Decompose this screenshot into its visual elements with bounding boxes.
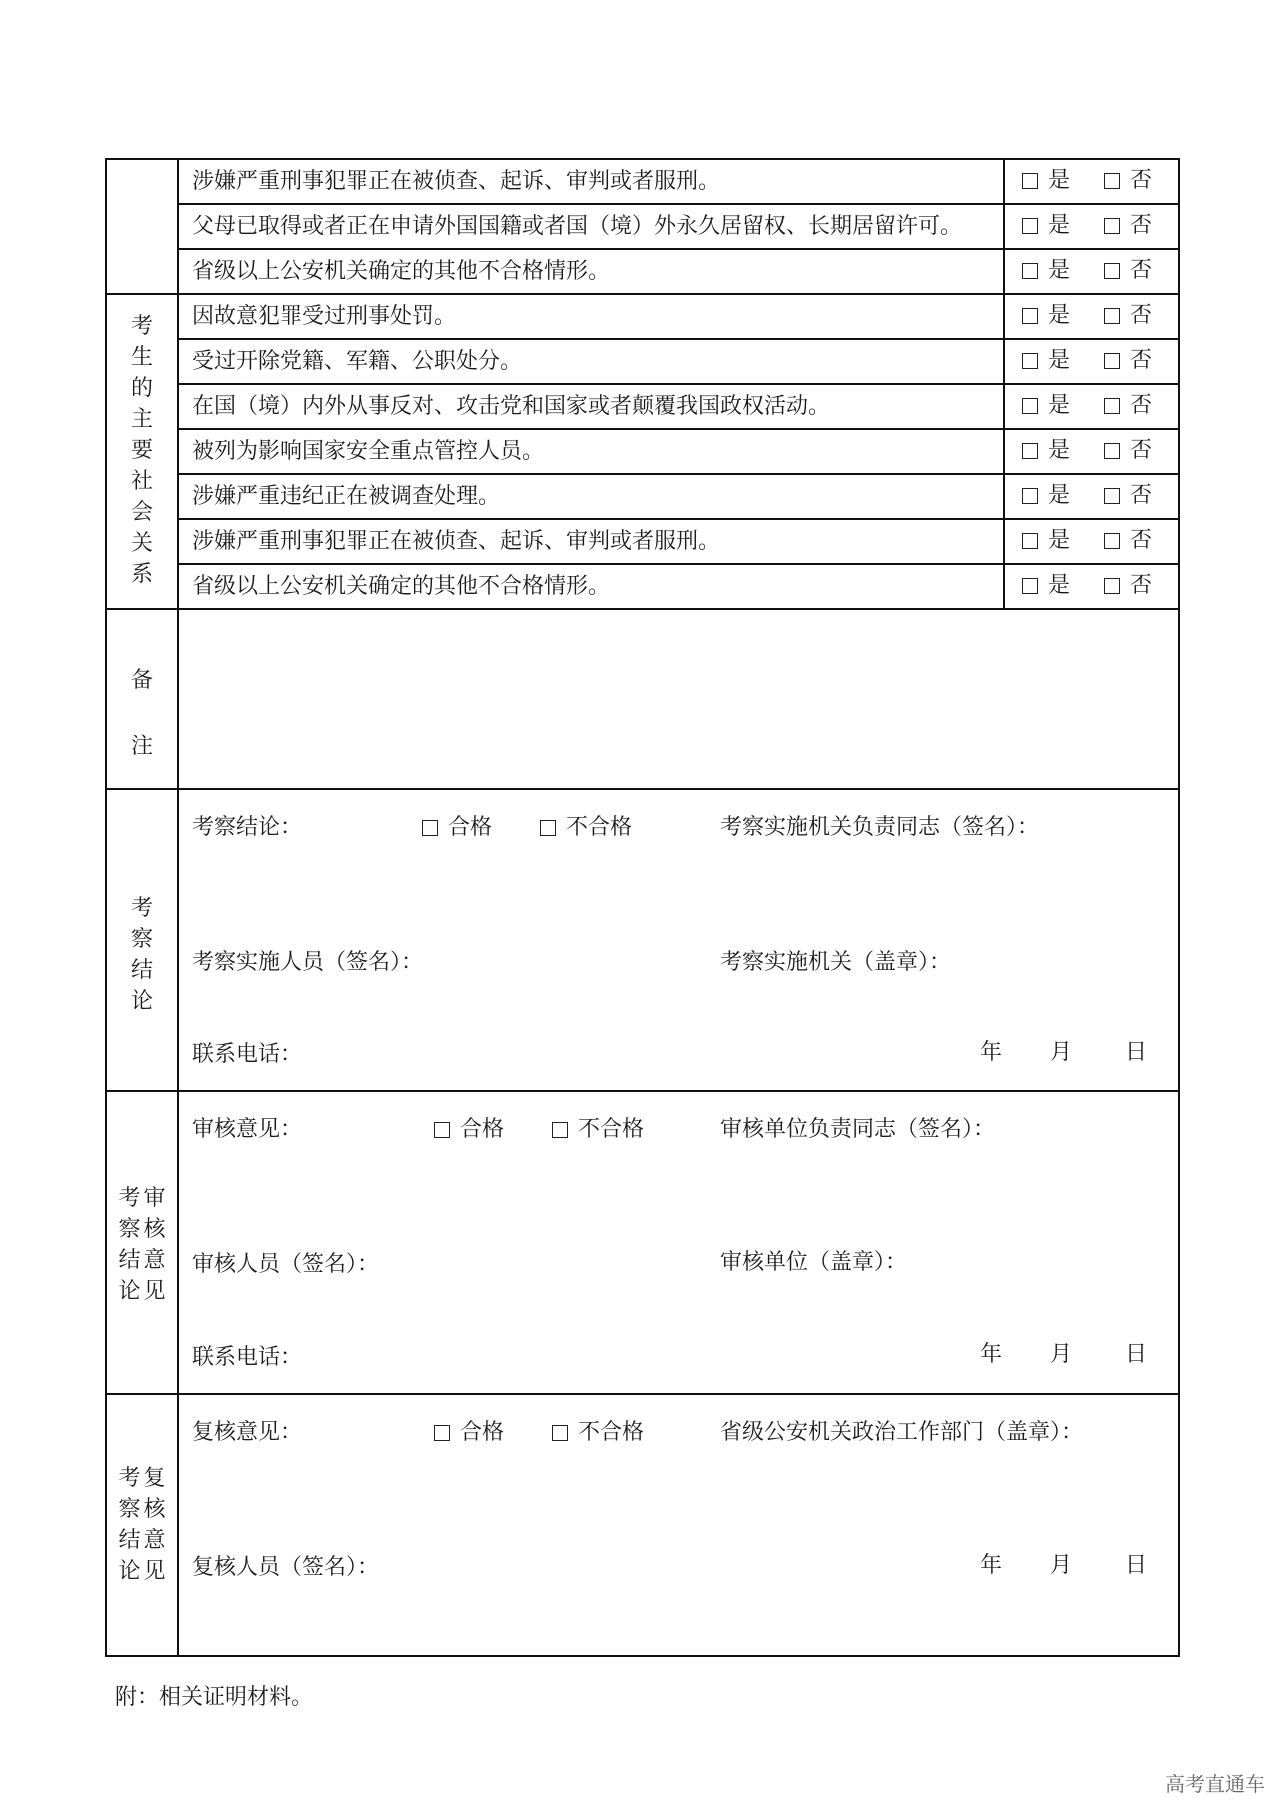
- staff-signature-label: 审核人员（签名）：: [192, 1252, 380, 1277]
- checkbox-label: 合格: [460, 1420, 505, 1445]
- checkbox-icon[interactable]: [1022, 218, 1038, 234]
- checkbox-label: 是: [1048, 438, 1071, 463]
- checkbox-icon[interactable]: [1022, 488, 1038, 504]
- option-pass[interactable]: [422, 815, 492, 841]
- checkbox-icon[interactable]: [1104, 353, 1120, 369]
- checkbox-label: 是: [1048, 393, 1071, 418]
- section-divider: [105, 1393, 1180, 1395]
- checkbox-icon[interactable]: [1022, 443, 1038, 459]
- option-yes[interactable]: [1022, 213, 1070, 239]
- section-label-recheck: 考 复 察 核 结 意 论 见: [118, 1466, 166, 1584]
- checkbox-label: 是: [1048, 528, 1071, 553]
- option-yes[interactable]: [1022, 483, 1070, 509]
- option-yes[interactable]: [1022, 348, 1070, 374]
- checkbox-label: 否: [1130, 528, 1153, 553]
- checkbox-label: 是: [1048, 258, 1071, 283]
- option-yes[interactable]: [1022, 258, 1070, 284]
- checkbox-icon[interactable]: [1022, 533, 1038, 549]
- option-pass[interactable]: [434, 1420, 504, 1446]
- date-year-label: 年: [980, 1342, 1003, 1367]
- opinion-label: 复核意见：: [192, 1420, 303, 1445]
- option-yes[interactable]: [1022, 393, 1070, 419]
- org-seal-label: 审核单位（盖章）：: [720, 1250, 908, 1275]
- option-no[interactable]: [1104, 168, 1152, 194]
- checkbox-label: 是: [1048, 348, 1071, 373]
- checkbox-group: [1022, 528, 1152, 554]
- remarks-field[interactable]: [181, 612, 1174, 784]
- criteria-row-text: 省级以上公安机关确定的其他不合格情形。: [192, 574, 611, 599]
- checkbox-label: 是: [1048, 483, 1071, 508]
- date-year-label: 年: [980, 1553, 1003, 1578]
- criteria-row-text: 父母已取得或者正在申请外国国籍或者国（境）外永久居留权、长期居留许可。: [192, 214, 963, 239]
- row-divider: [177, 338, 1180, 340]
- option-fail[interactable]: [552, 1117, 644, 1143]
- checkbox-label: 否: [1130, 303, 1153, 328]
- checkbox-group: [434, 1117, 644, 1143]
- option-no[interactable]: [1104, 213, 1152, 239]
- watermark: 高考直通车: [1165, 1772, 1265, 1796]
- option-no[interactable]: [1104, 438, 1152, 464]
- checkbox-group: [1022, 393, 1152, 419]
- option-no[interactable]: [1104, 573, 1152, 599]
- option-no[interactable]: [1104, 348, 1152, 374]
- checkbox-icon[interactable]: [1104, 443, 1120, 459]
- criteria-row-text: 省级以上公安机关确定的其他不合格情形。: [192, 259, 611, 284]
- date-year-label: 年: [980, 1040, 1003, 1065]
- checkbox-icon[interactable]: [1104, 578, 1120, 594]
- row-divider: [177, 518, 1180, 520]
- row-divider: [177, 383, 1180, 385]
- checkbox-group: [1022, 168, 1152, 194]
- checkbox-icon[interactable]: [1022, 173, 1038, 189]
- checkbox-icon[interactable]: [552, 1425, 568, 1441]
- checkbox-icon[interactable]: [1104, 533, 1120, 549]
- checkbox-label: 是: [1048, 168, 1071, 193]
- row-divider: [177, 428, 1180, 430]
- date-day-label: 日: [1125, 1040, 1148, 1065]
- checkbox-icon[interactable]: [1104, 308, 1120, 324]
- option-pass[interactable]: [434, 1117, 504, 1143]
- checkbox-icon[interactable]: [552, 1122, 568, 1138]
- checkbox-icon[interactable]: [1022, 263, 1038, 279]
- section-divider: [105, 1090, 1180, 1092]
- section-label-review: 考 审 察 核 结 意 论 见: [118, 1186, 166, 1304]
- section-divider: [105, 293, 1180, 295]
- section-label-investigation: 考 察 结 论: [130, 896, 153, 1014]
- checkbox-group: [434, 1420, 644, 1446]
- leader-signature-label: 考察实施机关负责同志（签名）：: [720, 815, 1040, 840]
- criteria-row-text: 涉嫌严重违纪正在被调查处理。: [192, 484, 501, 509]
- checkbox-icon[interactable]: [434, 1122, 450, 1138]
- date-month-label: 月: [1050, 1040, 1073, 1065]
- checkbox-group: [1022, 303, 1152, 329]
- checkbox-label: 否: [1130, 348, 1153, 373]
- checkbox-group: [1022, 258, 1152, 284]
- date-month-label: 月: [1050, 1342, 1073, 1367]
- option-fail[interactable]: [540, 815, 632, 841]
- option-no[interactable]: [1104, 303, 1152, 329]
- checkbox-group: [1022, 483, 1152, 509]
- checkbox-label: 否: [1130, 258, 1153, 283]
- row-divider: [177, 473, 1180, 475]
- checkbox-icon[interactable]: [1104, 488, 1120, 504]
- opinion-label: 审核意见：: [192, 1117, 303, 1142]
- checkbox-label: 合格: [448, 815, 493, 840]
- staff-signature-label: 考察实施人员（签名）：: [192, 950, 424, 975]
- option-yes[interactable]: [1022, 528, 1070, 554]
- checkbox-icon[interactable]: [1022, 308, 1038, 324]
- org-seal-label: 考察实施机关（盖章）：: [720, 950, 952, 975]
- checkbox-icon[interactable]: [1104, 218, 1120, 234]
- option-no[interactable]: [1104, 528, 1152, 554]
- option-fail[interactable]: [552, 1420, 644, 1446]
- checkbox-label: 合格: [460, 1117, 505, 1142]
- checkbox-group: [1022, 213, 1152, 239]
- checkbox-icon[interactable]: [1104, 398, 1120, 414]
- checkbox-icon[interactable]: [1022, 578, 1038, 594]
- checkbox-icon[interactable]: [1104, 173, 1120, 189]
- checkbox-group: [1022, 573, 1152, 599]
- checkbox-label: 不合格: [578, 1117, 645, 1142]
- checkbox-label: 是: [1048, 213, 1071, 238]
- checkbox-icon[interactable]: [1022, 398, 1038, 414]
- criteria-row-text: 在国（境）内外从事反对、攻击党和国家或者颠覆我国政权活动。: [192, 394, 831, 419]
- row-divider: [177, 203, 1180, 205]
- checkbox-group: [1022, 438, 1152, 464]
- phone-label: 联系电话：: [192, 1042, 303, 1067]
- staff-signature-label: 复核人员（签名）：: [192, 1555, 380, 1580]
- checkbox-label: 不合格: [578, 1420, 645, 1445]
- checkbox-group: [422, 815, 632, 841]
- date-month-label: 月: [1050, 1553, 1073, 1578]
- section-divider: [105, 788, 1180, 790]
- checkbox-label: 否: [1130, 573, 1153, 598]
- conclusion-label: 考察结论：: [192, 815, 303, 840]
- row-divider: [177, 248, 1180, 250]
- checkbox-label: 否: [1130, 213, 1153, 238]
- checkbox-icon[interactable]: [1022, 353, 1038, 369]
- date-day-label: 日: [1125, 1342, 1148, 1367]
- section-label-social-relations: 考 生 的 主 要 社 会 关 系: [130, 314, 153, 587]
- dept-seal-label: 省级公安机关政治工作部门（盖章）：: [720, 1420, 1084, 1445]
- criteria-row-text: 受过开除党籍、军籍、公职处分。: [192, 349, 523, 374]
- criteria-row-text: 因故意犯罪受过刑事处罚。: [192, 304, 457, 329]
- section-divider: [105, 608, 1180, 610]
- checkbox-icon[interactable]: [422, 820, 438, 836]
- option-no[interactable]: [1104, 483, 1152, 509]
- checkbox-label: 否: [1130, 483, 1153, 508]
- option-no[interactable]: [1104, 393, 1152, 419]
- criteria-row-text: 涉嫌严重刑事犯罪正在被侦查、起诉、审判或者服刑。: [192, 529, 721, 554]
- option-yes[interactable]: [1022, 303, 1070, 329]
- footnote: 附：相关证明材料。: [115, 1685, 314, 1710]
- checkbox-label: 否: [1130, 438, 1153, 463]
- checkbox-icon[interactable]: [434, 1425, 450, 1441]
- row-divider: [177, 563, 1180, 565]
- checkbox-icon[interactable]: [540, 820, 556, 836]
- checkbox-label: 否: [1130, 393, 1153, 418]
- checkbox-group: [1022, 348, 1152, 374]
- section-label-remarks: 备 注: [130, 668, 153, 759]
- checkbox-label: 是: [1048, 573, 1071, 598]
- checkbox-label: 否: [1130, 168, 1153, 193]
- option-yes[interactable]: [1022, 573, 1070, 599]
- option-yes[interactable]: [1022, 438, 1070, 464]
- checkbox-label: 是: [1048, 303, 1071, 328]
- phone-label: 联系电话：: [192, 1345, 303, 1370]
- criteria-row-text: 涉嫌严重刑事犯罪正在被侦查、起诉、审判或者服刑。: [192, 169, 721, 194]
- date-day-label: 日: [1125, 1553, 1148, 1578]
- checkbox-label: 不合格: [566, 815, 633, 840]
- checkbox-icon[interactable]: [1104, 263, 1120, 279]
- option-yes[interactable]: [1022, 168, 1070, 194]
- criteria-row-text: 被列为影响国家安全重点管控人员。: [192, 439, 545, 464]
- leader-signature-label: 审核单位负责同志（签名）：: [720, 1117, 996, 1142]
- option-no[interactable]: [1104, 258, 1152, 284]
